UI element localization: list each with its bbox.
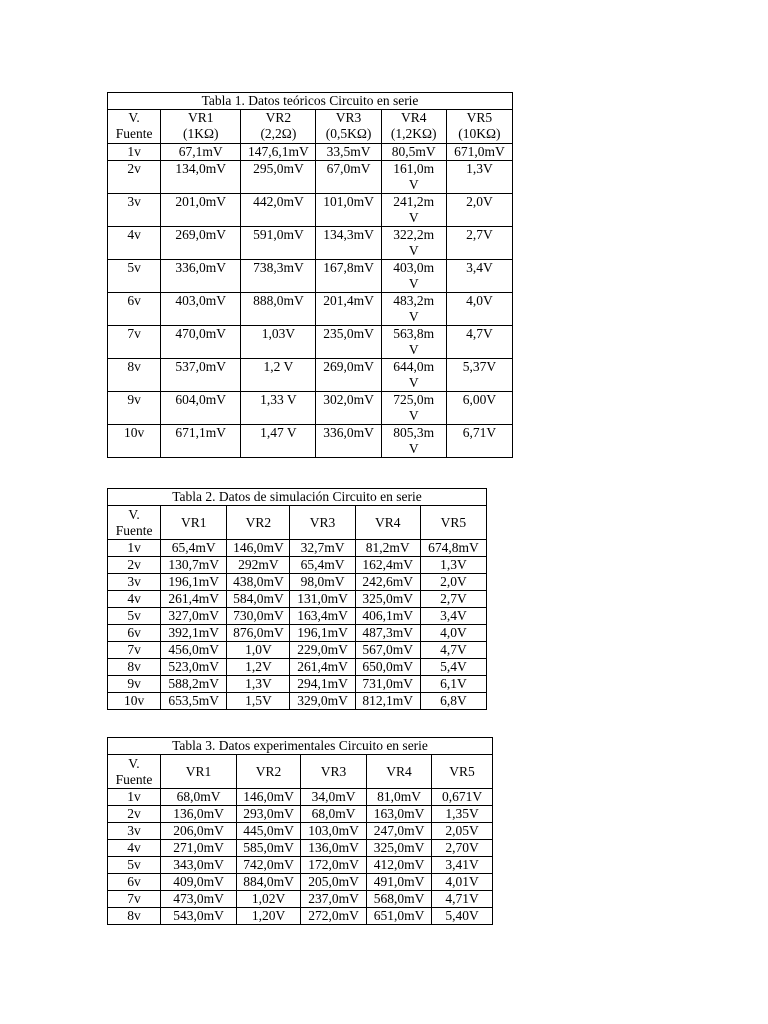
row-source-voltage: 1v bbox=[108, 540, 161, 557]
row-source-voltage: 7v bbox=[108, 642, 161, 659]
cell-vr4: 406,1mV bbox=[355, 608, 420, 625]
table-row bbox=[108, 840, 493, 857]
cell-vr2: 876,0mV bbox=[227, 625, 290, 642]
table-row bbox=[108, 194, 513, 227]
cell-vr4: 812,1mV bbox=[355, 693, 420, 710]
cell-vr2: 1,20V bbox=[237, 908, 301, 925]
cell-vr5: 6,71V bbox=[446, 425, 512, 458]
row-source-voltage: 6v bbox=[108, 293, 161, 326]
table-row bbox=[108, 642, 487, 659]
table-row bbox=[108, 608, 487, 625]
cell-vr1: 336,0mV bbox=[161, 260, 241, 293]
tabla-3-datos-experimentales bbox=[107, 737, 493, 925]
cell-vr2: 884,0mV bbox=[237, 874, 301, 891]
row-source-voltage: 1v bbox=[108, 789, 161, 806]
cell-vr3: 134,3mV bbox=[316, 227, 381, 260]
cell-vr3: 98,0mV bbox=[290, 574, 355, 591]
cell-vr3: 272,0mV bbox=[301, 908, 367, 925]
table-row bbox=[108, 540, 487, 557]
row-source-voltage: 4v bbox=[108, 591, 161, 608]
cell-vr1: 67,1mV bbox=[161, 144, 241, 161]
header-cell-vr1: VR1 bbox=[161, 755, 237, 789]
cell-vr1: 134,0mV bbox=[161, 161, 241, 194]
row-source-voltage: 8v bbox=[108, 359, 161, 392]
table-row bbox=[108, 823, 493, 840]
cell-vr1: 201,0mV bbox=[161, 194, 241, 227]
cell-vr5: 6,8V bbox=[420, 693, 486, 710]
cell-vr5: 4,7V bbox=[420, 642, 486, 659]
row-source-voltage: 3v bbox=[108, 823, 161, 840]
cell-vr5: 5,40V bbox=[432, 908, 493, 925]
row-source-voltage: 8v bbox=[108, 659, 161, 676]
cell-vr5: 4,01V bbox=[432, 874, 493, 891]
cell-vr4: 725,0m V bbox=[381, 392, 446, 425]
row-source-voltage: 4v bbox=[108, 227, 161, 260]
header-cell-vr2: VR2 bbox=[237, 755, 301, 789]
header-cell-vr3: VR3 bbox=[301, 755, 367, 789]
header-cell-vr2: VR2 (2,2Ω) bbox=[241, 110, 316, 144]
cell-vr5: 1,35V bbox=[432, 806, 493, 823]
header-cell-fuente: V. Fuente bbox=[108, 110, 161, 144]
cell-vr3: 68,0mV bbox=[301, 806, 367, 823]
table-row bbox=[108, 693, 487, 710]
table-caption: Tabla 1. Datos teóricos Circuito en serie bbox=[108, 93, 513, 110]
cell-vr3: 302,0mV bbox=[316, 392, 381, 425]
cell-vr1: 206,0mV bbox=[161, 823, 237, 840]
header-cell-vr4: VR4 (1,2KΩ) bbox=[381, 110, 446, 144]
table-row bbox=[108, 425, 513, 458]
cell-vr2: 730,0mV bbox=[227, 608, 290, 625]
cell-vr4: 242,6mV bbox=[355, 574, 420, 591]
cell-vr4: 651,0mV bbox=[367, 908, 432, 925]
cell-vr2: 1,2V bbox=[227, 659, 290, 676]
header-cell-fuente: V. Fuente bbox=[108, 755, 161, 789]
cell-vr1: 403,0mV bbox=[161, 293, 241, 326]
table-row bbox=[108, 359, 513, 392]
cell-vr2: 1,5V bbox=[227, 693, 290, 710]
cell-vr3: 103,0mV bbox=[301, 823, 367, 840]
cell-vr3: 201,4mV bbox=[316, 293, 381, 326]
cell-vr1: 523,0mV bbox=[161, 659, 227, 676]
header-cell-vr3: VR3 (0,5KΩ) bbox=[316, 110, 381, 144]
table-row bbox=[108, 908, 493, 925]
cell-vr3: 269,0mV bbox=[316, 359, 381, 392]
row-source-voltage: 2v bbox=[108, 161, 161, 194]
table-row bbox=[108, 857, 493, 874]
cell-vr4: 322,2m V bbox=[381, 227, 446, 260]
cell-vr1: 269,0mV bbox=[161, 227, 241, 260]
row-source-voltage: 5v bbox=[108, 260, 161, 293]
cell-vr2: 1,2 V bbox=[241, 359, 316, 392]
cell-vr4: 247,0mV bbox=[367, 823, 432, 840]
cell-vr1: 537,0mV bbox=[161, 359, 241, 392]
header-cell-vr5: VR5 bbox=[420, 506, 486, 540]
cell-vr5: 1,3V bbox=[446, 161, 512, 194]
table-row bbox=[108, 161, 513, 194]
cell-vr2: 1,47 V bbox=[241, 425, 316, 458]
cell-vr4: 163,0mV bbox=[367, 806, 432, 823]
cell-vr5: 671,0mV bbox=[446, 144, 512, 161]
cell-vr5: 4,71V bbox=[432, 891, 493, 908]
header-cell-vr5: VR5 (10KΩ) bbox=[446, 110, 512, 144]
cell-vr4: 162,4mV bbox=[355, 557, 420, 574]
cell-vr2: 1,0V bbox=[227, 642, 290, 659]
header-row bbox=[108, 110, 513, 144]
cell-vr5: 2,7V bbox=[420, 591, 486, 608]
cell-vr5: 2,05V bbox=[432, 823, 493, 840]
cell-vr3: 205,0mV bbox=[301, 874, 367, 891]
row-source-voltage: 2v bbox=[108, 557, 161, 574]
cell-vr4: 567,0mV bbox=[355, 642, 420, 659]
row-source-voltage: 7v bbox=[108, 891, 161, 908]
tabla-2-datos-simulacion bbox=[107, 488, 487, 710]
cell-vr3: 172,0mV bbox=[301, 857, 367, 874]
cell-vr5: 2,0V bbox=[420, 574, 486, 591]
cell-vr2: 584,0mV bbox=[227, 591, 290, 608]
table-row bbox=[108, 260, 513, 293]
header-row bbox=[108, 755, 493, 789]
row-source-voltage: 8v bbox=[108, 908, 161, 925]
cell-vr2: 591,0mV bbox=[241, 227, 316, 260]
cell-vr1: 130,7mV bbox=[161, 557, 227, 574]
cell-vr4: 568,0mV bbox=[367, 891, 432, 908]
cell-vr5: 674,8mV bbox=[420, 540, 486, 557]
cell-vr1: 261,4mV bbox=[161, 591, 227, 608]
cell-vr2: 1,02V bbox=[237, 891, 301, 908]
cell-vr2: 738,3mV bbox=[241, 260, 316, 293]
row-source-voltage: 5v bbox=[108, 608, 161, 625]
cell-vr4: 487,3mV bbox=[355, 625, 420, 642]
table-row bbox=[108, 326, 513, 359]
cell-vr5: 6,00V bbox=[446, 392, 512, 425]
table-row bbox=[108, 293, 513, 326]
table-row bbox=[108, 144, 513, 161]
header-cell-vr4: VR4 bbox=[367, 755, 432, 789]
cell-vr1: 271,0mV bbox=[161, 840, 237, 857]
cell-vr1: 68,0mV bbox=[161, 789, 237, 806]
cell-vr1: 588,2mV bbox=[161, 676, 227, 693]
header-cell-vr3: VR3 bbox=[290, 506, 355, 540]
cell-vr4: 483,2m V bbox=[381, 293, 446, 326]
table-row bbox=[108, 574, 487, 591]
header-cell-fuente: V. Fuente bbox=[108, 506, 161, 540]
cell-vr4: 644,0m V bbox=[381, 359, 446, 392]
cell-vr2: 585,0mV bbox=[237, 840, 301, 857]
cell-vr4: 805,3m V bbox=[381, 425, 446, 458]
cell-vr4: 325,0mV bbox=[367, 840, 432, 857]
row-source-voltage: 9v bbox=[108, 392, 161, 425]
cell-vr4: 491,0mV bbox=[367, 874, 432, 891]
cell-vr5: 0,671V bbox=[432, 789, 493, 806]
cell-vr3: 101,0mV bbox=[316, 194, 381, 227]
cell-vr1: 653,5mV bbox=[161, 693, 227, 710]
cell-vr5: 5,4V bbox=[420, 659, 486, 676]
table-row bbox=[108, 392, 513, 425]
header-cell-vr5: VR5 bbox=[432, 755, 493, 789]
cell-vr3: 329,0mV bbox=[290, 693, 355, 710]
table-row bbox=[108, 789, 493, 806]
cell-vr5: 3,4V bbox=[446, 260, 512, 293]
cell-vr4: 81,0mV bbox=[367, 789, 432, 806]
cell-vr3: 167,8mV bbox=[316, 260, 381, 293]
cell-vr3: 229,0mV bbox=[290, 642, 355, 659]
cell-vr5: 5,37V bbox=[446, 359, 512, 392]
row-source-voltage: 10v bbox=[108, 693, 161, 710]
cell-vr1: 409,0mV bbox=[161, 874, 237, 891]
row-source-voltage: 6v bbox=[108, 874, 161, 891]
cell-vr5: 4,7V bbox=[446, 326, 512, 359]
cell-vr5: 4,0V bbox=[446, 293, 512, 326]
cell-vr4: 563,8m V bbox=[381, 326, 446, 359]
cell-vr5: 2,0V bbox=[446, 194, 512, 227]
table-row bbox=[108, 806, 493, 823]
cell-vr5: 1,3V bbox=[420, 557, 486, 574]
cell-vr4: 81,2mV bbox=[355, 540, 420, 557]
table-row bbox=[108, 659, 487, 676]
header-cell-vr4: VR4 bbox=[355, 506, 420, 540]
cell-vr2: 147,6,1mV bbox=[241, 144, 316, 161]
table-row bbox=[108, 625, 487, 642]
cell-vr2: 295,0mV bbox=[241, 161, 316, 194]
table-row bbox=[108, 591, 487, 608]
cell-vr2: 1,03V bbox=[241, 326, 316, 359]
cell-vr2: 888,0mV bbox=[241, 293, 316, 326]
cell-vr5: 3,41V bbox=[432, 857, 493, 874]
cell-vr2: 742,0mV bbox=[237, 857, 301, 874]
table-caption: Tabla 2. Datos de simulación Circuito en serie bbox=[108, 489, 487, 506]
cell-vr2: 442,0mV bbox=[241, 194, 316, 227]
cell-vr1: 470,0mV bbox=[161, 326, 241, 359]
cell-vr1: 392,1mV bbox=[161, 625, 227, 642]
cell-vr1: 136,0mV bbox=[161, 806, 237, 823]
cell-vr1: 671,1mV bbox=[161, 425, 241, 458]
cell-vr3: 33,5mV bbox=[316, 144, 381, 161]
cell-vr3: 163,4mV bbox=[290, 608, 355, 625]
cell-vr3: 294,1mV bbox=[290, 676, 355, 693]
cell-vr3: 65,4mV bbox=[290, 557, 355, 574]
table-row bbox=[108, 891, 493, 908]
cell-vr1: 196,1mV bbox=[161, 574, 227, 591]
cell-vr1: 327,0mV bbox=[161, 608, 227, 625]
header-cell-vr2: VR2 bbox=[227, 506, 290, 540]
cell-vr3: 136,0mV bbox=[301, 840, 367, 857]
cell-vr4: 650,0mV bbox=[355, 659, 420, 676]
cell-vr4: 161,0m V bbox=[381, 161, 446, 194]
cell-vr2: 146,0mV bbox=[227, 540, 290, 557]
cell-vr3: 237,0mV bbox=[301, 891, 367, 908]
cell-vr2: 445,0mV bbox=[237, 823, 301, 840]
cell-vr5: 2,7V bbox=[446, 227, 512, 260]
table-row bbox=[108, 557, 487, 574]
table-caption: Tabla 3. Datos experimentales Circuito en serie bbox=[108, 738, 493, 755]
cell-vr4: 241,2m V bbox=[381, 194, 446, 227]
row-source-voltage: 6v bbox=[108, 625, 161, 642]
row-source-voltage: 5v bbox=[108, 857, 161, 874]
cell-vr2: 438,0mV bbox=[227, 574, 290, 591]
row-source-voltage: 4v bbox=[108, 840, 161, 857]
cell-vr2: 1,3V bbox=[227, 676, 290, 693]
row-source-voltage: 10v bbox=[108, 425, 161, 458]
table-row bbox=[108, 676, 487, 693]
cell-vr3: 131,0mV bbox=[290, 591, 355, 608]
cell-vr2: 1,33 V bbox=[241, 392, 316, 425]
cell-vr3: 336,0mV bbox=[316, 425, 381, 458]
cell-vr5: 3,4V bbox=[420, 608, 486, 625]
cell-vr4: 80,5mV bbox=[381, 144, 446, 161]
cell-vr4: 731,0mV bbox=[355, 676, 420, 693]
header-row bbox=[108, 506, 487, 540]
tabla-1-datos-teoricos bbox=[107, 92, 513, 458]
cell-vr3: 67,0mV bbox=[316, 161, 381, 194]
row-source-voltage: 9v bbox=[108, 676, 161, 693]
row-source-voltage: 1v bbox=[108, 144, 161, 161]
cell-vr4: 403,0m V bbox=[381, 260, 446, 293]
cell-vr1: 473,0mV bbox=[161, 891, 237, 908]
header-cell-vr1: VR1 (1KΩ) bbox=[161, 110, 241, 144]
row-source-voltage: 3v bbox=[108, 194, 161, 227]
cell-vr4: 325,0mV bbox=[355, 591, 420, 608]
cell-vr1: 343,0mV bbox=[161, 857, 237, 874]
cell-vr5: 4,0V bbox=[420, 625, 486, 642]
cell-vr3: 32,7mV bbox=[290, 540, 355, 557]
cell-vr5: 2,70V bbox=[432, 840, 493, 857]
cell-vr4: 412,0mV bbox=[367, 857, 432, 874]
cell-vr1: 456,0mV bbox=[161, 642, 227, 659]
table-row bbox=[108, 874, 493, 891]
cell-vr5: 6,1V bbox=[420, 676, 486, 693]
row-source-voltage: 3v bbox=[108, 574, 161, 591]
cell-vr2: 293,0mV bbox=[237, 806, 301, 823]
table-row bbox=[108, 227, 513, 260]
row-source-voltage: 2v bbox=[108, 806, 161, 823]
row-source-voltage: 7v bbox=[108, 326, 161, 359]
cell-vr1: 543,0mV bbox=[161, 908, 237, 925]
cell-vr3: 235,0mV bbox=[316, 326, 381, 359]
cell-vr3: 261,4mV bbox=[290, 659, 355, 676]
header-cell-vr1: VR1 bbox=[161, 506, 227, 540]
cell-vr2: 292mV bbox=[227, 557, 290, 574]
cell-vr3: 34,0mV bbox=[301, 789, 367, 806]
cell-vr1: 65,4mV bbox=[161, 540, 227, 557]
cell-vr3: 196,1mV bbox=[290, 625, 355, 642]
cell-vr2: 146,0mV bbox=[237, 789, 301, 806]
cell-vr1: 604,0mV bbox=[161, 392, 241, 425]
